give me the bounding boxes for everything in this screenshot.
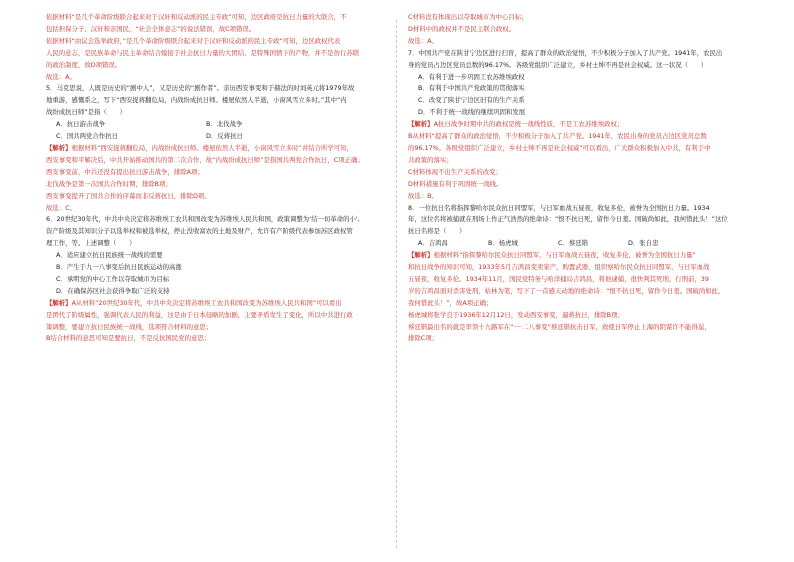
question-5-options-row: [46, 131, 380, 143]
question-8-stem: 8．一位抗日名将指挥黎哈尔民众抗日同盟军，与日军血战五昼夜，收复多伦，被誉为全国抗日力量。1934: [408, 203, 710, 212]
answer-choice: 故选：C。: [46, 203, 77, 212]
analysis-text: 【解析】A抗日战争时期中共的政权是统一战线性质，不是工农苏维埃政权；: [408, 120, 624, 129]
analysis-text: 岁的吉鸿昌面对杀害处刑，枯林为笔，写下了一首感天动地的绝命诗：“恨不抗日死，留作今日羞。国破尚如此，: [408, 286, 725, 295]
question-5-stem: 5．马克思说，人既是历史的“剧中人”，又是历史的“剧作者”。亲历西安事变和于赫法的时刘英元将1979年故: [46, 84, 355, 93]
question-7-stem: 7．中国共产党在陕甘宁边区进行扫盲，提高了群众的政治觉悟，不少积极分子加入了共产党。1941年，农民出: [408, 48, 723, 57]
question-5-stem: 地重游，感慨系之，写下“西安捉蒋翻危局，内战纷成抗日师。楼屋依然人半逝，小窗风雪立多时。”其中“内: [46, 96, 347, 105]
analysis-text: 策调整，要建立抗日民族统一战线，选项符合材料的意思；: [46, 322, 213, 331]
option-c: C．承明党的中心工作以夺取城市为目标: [56, 274, 170, 283]
analysis-text: 的96.17%。各级党组织广泛建立，乡村士绅不再是社会权威”可以看出，广大群众积极加入中共，有利于中: [408, 143, 711, 152]
option-b: B．有利于中国共产党政策的贯彻落实: [418, 84, 525, 93]
right-column: [408, 12, 742, 345]
analysis-text: B结合材料的意思可知是要抗日，不是反抗国民党的意思；: [46, 334, 211, 343]
analysis-text: 北伐战争是第一次国共合作时期，排除B项；: [46, 179, 172, 188]
left-column: [46, 12, 380, 345]
option-d: D．张自忠: [628, 239, 659, 248]
question-7-stem: 身的党员占边区党员总数的96.17%。各级党组织广泛建立，乡村士绅不再是社会权威。这一状况（ ）: [408, 60, 708, 69]
option-a: A．有利于进一步巩固工农苏维埃政权: [418, 72, 525, 81]
analysis-text: 共政策的落实；: [408, 155, 453, 164]
option-a: A．适应建立抗日民族统一战线的需要: [56, 251, 163, 260]
option-c: C．国共两党合作抗日: [56, 132, 118, 141]
answer-text: 包括担保分子、汉奸和亲国民，“社会全体意志”的说法错误，故C项错误。: [46, 24, 256, 33]
analysis-text: 是团代了阶级属性，强调代表人民的利益，这是由于日本侵略的加剧，主要矛盾发生了变化，所以中共进行政: [46, 310, 353, 319]
analysis-text: 蔡廷锴最出名的就是率领十九路军在“一·二八事变”蔡廷锴抗击日军，致使日军停止上海的阴谋许不能得逞，: [408, 322, 711, 331]
analysis-tag: 【解析】: [46, 143, 72, 152]
analysis-text: 杨虎城将张学良于1936年12月12日，发动西安事变，逼蒋抗日，排除B项；: [408, 310, 624, 319]
option-b: B．北伐战争: [206, 120, 243, 129]
answer-text: 的政治制度，故D项错误。: [46, 60, 122, 69]
question-8-stem: 年，这位名将被捕就在刑场上作正气浩然的绝命诗：“恨不抗日死，留作今日羞。国破尚如此，我何惜此头！”这位: [408, 215, 728, 224]
question-8-stem: 抗日名将是（ ）: [408, 227, 466, 236]
option-d: D．反蒋抗日: [206, 132, 243, 141]
answer-choice: 故选：B。: [408, 191, 438, 200]
option-d: D．在确保苏区社会获得争取广泛的支持: [56, 286, 170, 295]
analysis-text: D材料中的政权并不是民主联合政权。: [408, 24, 516, 33]
question-6-stem: 资产阶级及其知识分子以选举权和被选举权，停止没收富农的土地及财产，允许有产阶级代表参加苏区政权管: [46, 227, 353, 236]
analysis-text: 【解析】A从材料“20世纪30年代，中共中央决定将苏维埃工农共和国改变为苏维埃人民共和国”可以看出: [46, 298, 342, 307]
analysis-tag: 【解析】: [408, 120, 434, 129]
question-6-stem: 理工作，等。上述调整（ ）: [46, 239, 136, 248]
analysis-text: 我何惜此头！”，故A项正确；: [408, 298, 493, 307]
analysis-text: B从材料“提高了群众的政治觉悟，不少积极分子加入了共产党。1941年，农民出身的党员占边区党员总数: [408, 132, 707, 141]
document-page: [46, 12, 754, 552]
analysis-text: 和抗日战争的知识可知，1933年5月吉鸿昌变卖家产，购置武器，组织察哈尔民众抗日同盟军，与日军血战: [408, 263, 710, 272]
option-b: B．产生于九一八事变后抗日民族运动的高涨: [56, 263, 182, 272]
question-8-options-row: [408, 238, 742, 250]
question-5-stem: 战纷成抗日师”是指（ ）: [46, 108, 126, 117]
question-5-options-row: [46, 119, 380, 131]
answer-choice: 故选：A。: [46, 72, 76, 81]
column-divider: [396, 20, 397, 548]
option-c: C．蔡廷锴: [558, 239, 589, 248]
analysis-text: 【解析】根据材料“西安捉蒋翻危局，内战纷成抗日师。楼屋依然人半逝，小窗风雪立多时”并结合所学可知，: [46, 143, 353, 152]
option-b: B．杨虎城: [488, 239, 518, 248]
analysis-text: C材料没有体现出以夺取城市为中心目标；: [408, 13, 528, 21]
option-c: C．改变了陕甘宁边区旧有的生产关系: [418, 96, 525, 105]
analysis-tag: 【解析】: [408, 251, 434, 260]
analysis-text: 西安事变和平解决后，中共开始推动国共的第二次合作，故“内战纷成抗日师”是指国共两党合作抗日，C项正确；: [46, 155, 364, 164]
analysis-text: 西安事变提开了国共合作的序幕而非反蒋抗日，排除D项。: [46, 191, 211, 200]
option-a: A．吉鸿昌: [418, 239, 448, 248]
answer-text: 人民的意志，是民族革命与民主革命结合嫁接于社会抗日力量的大团结，是特殊国情下的产物，并不是仿行苏联: [46, 48, 360, 57]
analysis-text: 【解析】根据材料“指挥黎哈尔民众抗日同盟军，与日军血战五昼夜，收复多伦，被誉为全国抗日力量”: [408, 251, 696, 260]
answer-text: 依据材料“是几个革命阶级联合起来对于汉奸和反动派的民主专政”可知，边区政府是抗日力量的大联合，不: [46, 13, 347, 21]
analysis-text: 西安事变前，中共还没有提出抗日游击战争，排除A项；: [46, 167, 204, 176]
question-6-stem: 6．20世纪30年代，中共中央决定将苏维埃工农共和国改变为苏维埃人民共和国，政策调整为‘结一切革命的小',: [46, 215, 360, 224]
option-a: A．抗日游击战争: [56, 120, 106, 129]
analysis-text: C材料体现不出生产关系的改变；: [408, 167, 502, 176]
analysis-text: D材料措施有利于巩固统一战线。: [408, 179, 503, 188]
answer-text: 依据材料“由议会选举政府，”是几个革命阶级联合起来对于汉奸和反动派的民主专政“可知，边区政权代表: [46, 36, 341, 45]
analysis-text: 五昼夜，收复多伦。1934年11月，国民党特务与哈洋捕局吉鸿昌，将他逮捕，很快判其死刑，行刑前，39: [408, 274, 709, 283]
analysis-text: 排除C项；: [408, 334, 439, 343]
analysis-tag: 【解析】: [46, 298, 72, 307]
answer-choice: 故选：A。: [408, 36, 438, 45]
option-d: D．不利于统一战线的继续巩固和发展: [418, 108, 526, 117]
